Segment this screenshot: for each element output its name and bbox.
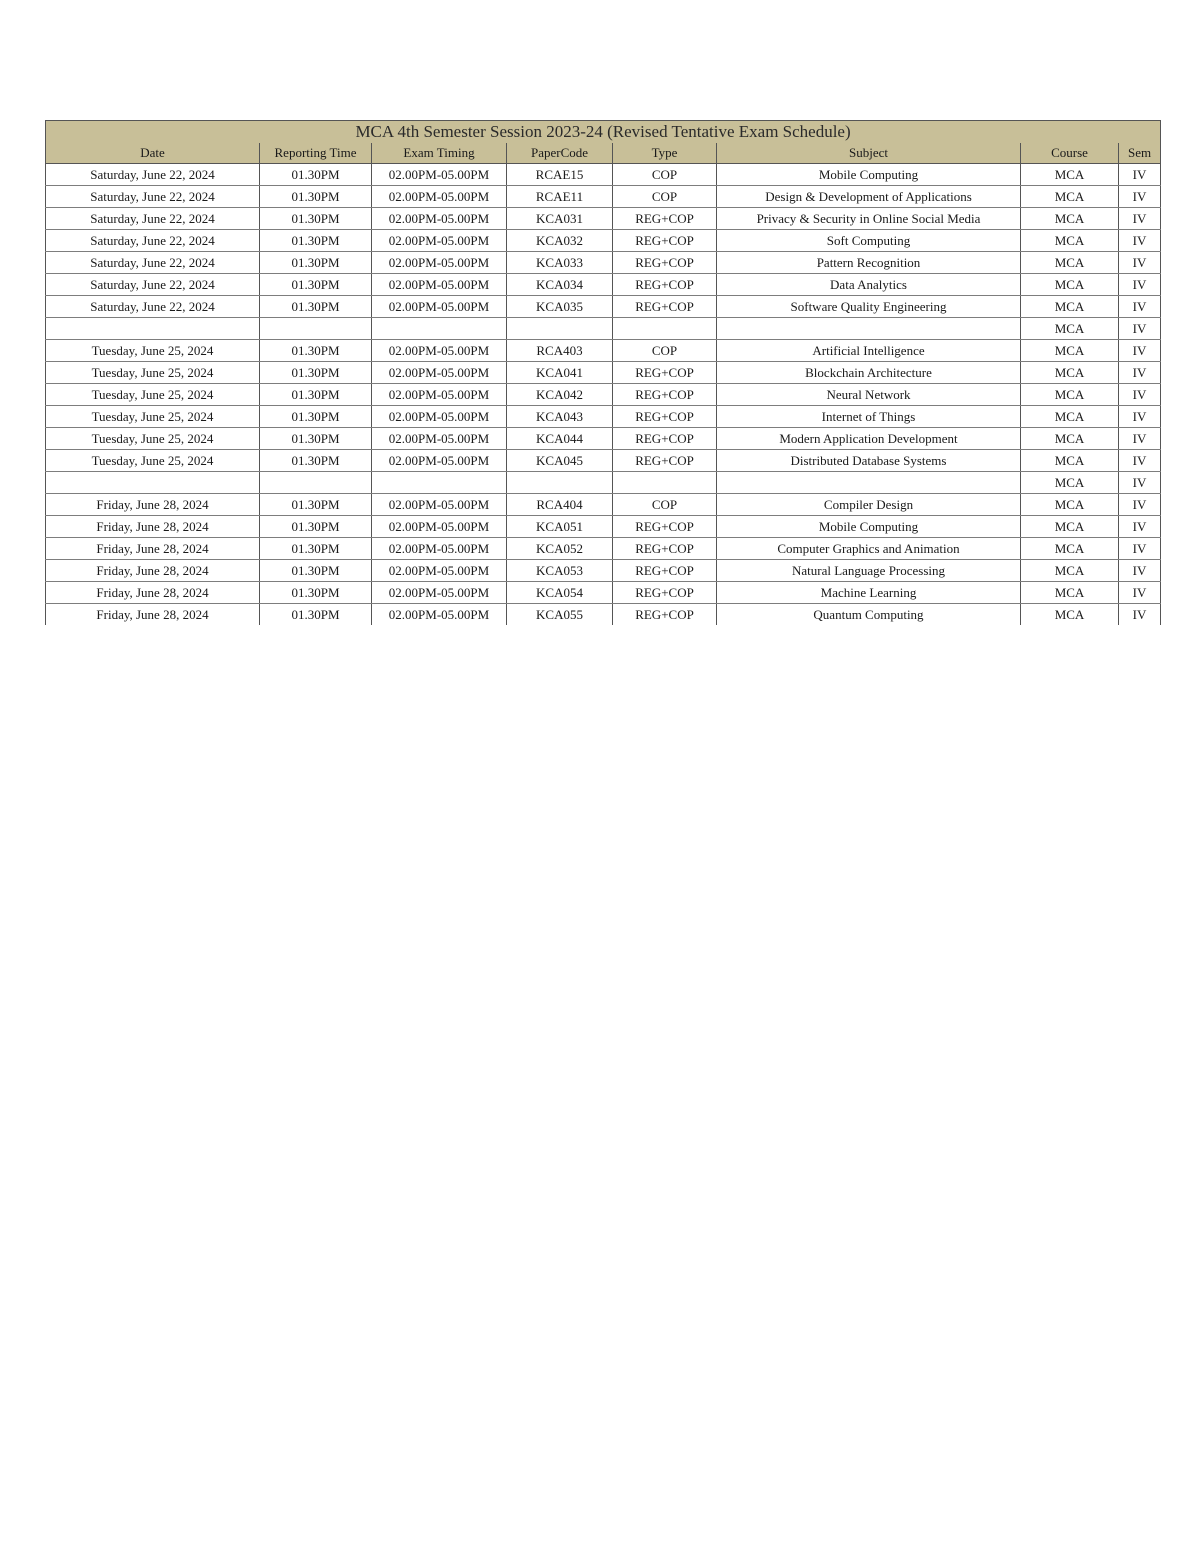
sem-cell: IV <box>1119 560 1161 582</box>
course-cell: MCA <box>1021 384 1119 406</box>
column-header-paper-code: PaperCode <box>507 143 613 164</box>
subject-cell: Quantum Computing <box>717 604 1021 626</box>
exam-timing-cell: 02.00PM-05.00PM <box>372 428 507 450</box>
date-cell: Tuesday, June 25, 2024 <box>46 384 260 406</box>
column-header-subject: Subject <box>717 143 1021 164</box>
type-cell: REG+COP <box>613 428 717 450</box>
subject-cell: Natural Language Processing <box>717 560 1021 582</box>
exam-timing-cell <box>372 318 507 340</box>
course-cell: MCA <box>1021 318 1119 340</box>
sem-cell: IV <box>1119 494 1161 516</box>
exam-timing-cell: 02.00PM-05.00PM <box>372 494 507 516</box>
subject-cell: Mobile Computing <box>717 164 1021 186</box>
paper-code-cell <box>507 472 613 494</box>
table-row <box>46 318 1161 340</box>
table-row <box>46 406 1161 428</box>
course-cell: MCA <box>1021 186 1119 208</box>
exam-timing-cell: 02.00PM-05.00PM <box>372 186 507 208</box>
course-cell: MCA <box>1021 450 1119 472</box>
type-cell: REG+COP <box>613 538 717 560</box>
subject-cell: Neural Network <box>717 384 1021 406</box>
course-cell: MCA <box>1021 164 1119 186</box>
paper-code-cell: KCA053 <box>507 560 613 582</box>
exam-timing-cell: 02.00PM-05.00PM <box>372 384 507 406</box>
date-cell: Friday, June 28, 2024 <box>46 516 260 538</box>
exam-timing-cell: 02.00PM-05.00PM <box>372 274 507 296</box>
reporting-time-cell: 01.30PM <box>260 186 372 208</box>
paper-code-cell: RCA404 <box>507 494 613 516</box>
reporting-time-cell: 01.30PM <box>260 516 372 538</box>
course-cell: MCA <box>1021 208 1119 230</box>
exam-timing-cell: 02.00PM-05.00PM <box>372 538 507 560</box>
exam-timing-cell: 02.00PM-05.00PM <box>372 406 507 428</box>
type-cell: REG+COP <box>613 582 717 604</box>
course-cell: MCA <box>1021 252 1119 274</box>
paper-code-cell: KCA055 <box>507 604 613 626</box>
course-cell: MCA <box>1021 428 1119 450</box>
paper-code-cell: RCAE11 <box>507 186 613 208</box>
sem-cell: IV <box>1119 604 1161 626</box>
paper-code-cell: KCA044 <box>507 428 613 450</box>
exam-timing-cell: 02.00PM-05.00PM <box>372 362 507 384</box>
subject-cell: Computer Graphics and Animation <box>717 538 1021 560</box>
table-row <box>46 538 1161 560</box>
sem-cell: IV <box>1119 164 1161 186</box>
exam-timing-cell: 02.00PM-05.00PM <box>372 516 507 538</box>
exam-timing-cell: 02.00PM-05.00PM <box>372 164 507 186</box>
table-row <box>46 340 1161 362</box>
schedule-body <box>46 164 1161 626</box>
paper-code-cell: KCA035 <box>507 296 613 318</box>
reporting-time-cell: 01.30PM <box>260 384 372 406</box>
type-cell: REG+COP <box>613 560 717 582</box>
sem-cell: IV <box>1119 230 1161 252</box>
sem-cell: IV <box>1119 384 1161 406</box>
course-cell: MCA <box>1021 538 1119 560</box>
sem-cell: IV <box>1119 472 1161 494</box>
paper-code-cell: KCA042 <box>507 384 613 406</box>
table-row <box>46 604 1161 626</box>
table-row <box>46 362 1161 384</box>
course-cell: MCA <box>1021 362 1119 384</box>
course-cell: MCA <box>1021 296 1119 318</box>
exam-timing-cell: 02.00PM-05.00PM <box>372 560 507 582</box>
sem-cell: IV <box>1119 318 1161 340</box>
date-cell: Friday, June 28, 2024 <box>46 560 260 582</box>
reporting-time-cell <box>260 318 372 340</box>
reporting-time-cell: 01.30PM <box>260 230 372 252</box>
column-header-course: Course <box>1021 143 1119 164</box>
sem-cell: IV <box>1119 428 1161 450</box>
paper-code-cell: KCA043 <box>507 406 613 428</box>
paper-code-cell: KCA041 <box>507 362 613 384</box>
course-cell: MCA <box>1021 406 1119 428</box>
date-cell: Saturday, June 22, 2024 <box>46 164 260 186</box>
date-cell: Tuesday, June 25, 2024 <box>46 340 260 362</box>
date-cell: Friday, June 28, 2024 <box>46 604 260 626</box>
type-cell: COP <box>613 340 717 362</box>
paper-code-cell: KCA045 <box>507 450 613 472</box>
type-cell: REG+COP <box>613 516 717 538</box>
sem-cell: IV <box>1119 582 1161 604</box>
subject-cell: Machine Learning <box>717 582 1021 604</box>
type-cell: REG+COP <box>613 208 717 230</box>
date-cell: Tuesday, June 25, 2024 <box>46 428 260 450</box>
reporting-time-cell: 01.30PM <box>260 450 372 472</box>
type-cell: REG+COP <box>613 604 717 626</box>
subject-cell: Distributed Database Systems <box>717 450 1021 472</box>
table-row <box>46 450 1161 472</box>
table-row <box>46 582 1161 604</box>
sem-cell: IV <box>1119 208 1161 230</box>
sem-cell: IV <box>1119 362 1161 384</box>
date-cell: Tuesday, June 25, 2024 <box>46 362 260 384</box>
reporting-time-cell: 01.30PM <box>260 538 372 560</box>
column-header-sem: Sem <box>1119 143 1161 164</box>
date-cell: Friday, June 28, 2024 <box>46 494 260 516</box>
reporting-time-cell: 01.30PM <box>260 164 372 186</box>
paper-code-cell: RCA403 <box>507 340 613 362</box>
paper-code-cell: KCA034 <box>507 274 613 296</box>
table-row <box>46 560 1161 582</box>
course-cell: MCA <box>1021 274 1119 296</box>
type-cell: COP <box>613 164 717 186</box>
paper-code-cell: KCA052 <box>507 538 613 560</box>
course-cell: MCA <box>1021 472 1119 494</box>
table-row <box>46 252 1161 274</box>
subject-cell: Software Quality Engineering <box>717 296 1021 318</box>
date-cell: Tuesday, June 25, 2024 <box>46 450 260 472</box>
paper-code-cell <box>507 318 613 340</box>
subject-cell: Modern Application Development <box>717 428 1021 450</box>
table-row <box>46 428 1161 450</box>
type-cell: COP <box>613 494 717 516</box>
exam-timing-cell: 02.00PM-05.00PM <box>372 296 507 318</box>
sem-cell: IV <box>1119 516 1161 538</box>
type-cell: REG+COP <box>613 406 717 428</box>
course-cell: MCA <box>1021 230 1119 252</box>
exam-timing-cell: 02.00PM-05.00PM <box>372 230 507 252</box>
type-cell: REG+COP <box>613 296 717 318</box>
paper-code-cell: KCA051 <box>507 516 613 538</box>
type-cell: REG+COP <box>613 384 717 406</box>
paper-code-cell: RCAE15 <box>507 164 613 186</box>
exam-timing-cell: 02.00PM-05.00PM <box>372 604 507 626</box>
type-cell <box>613 318 717 340</box>
sem-cell: IV <box>1119 274 1161 296</box>
subject-cell: Privacy & Security in Online Social Media <box>717 208 1021 230</box>
date-cell <box>46 318 260 340</box>
reporting-time-cell: 01.30PM <box>260 296 372 318</box>
date-cell: Saturday, June 22, 2024 <box>46 296 260 318</box>
exam-timing-cell <box>372 472 507 494</box>
date-cell: Saturday, June 22, 2024 <box>46 274 260 296</box>
date-cell <box>46 472 260 494</box>
date-cell: Saturday, June 22, 2024 <box>46 186 260 208</box>
sem-cell: IV <box>1119 340 1161 362</box>
table-row <box>46 186 1161 208</box>
subject-cell: Artificial Intelligence <box>717 340 1021 362</box>
course-cell: MCA <box>1021 582 1119 604</box>
table-row <box>46 472 1161 494</box>
paper-code-cell: KCA032 <box>507 230 613 252</box>
reporting-time-cell: 01.30PM <box>260 362 372 384</box>
sem-cell: IV <box>1119 296 1161 318</box>
table-row <box>46 384 1161 406</box>
sem-cell: IV <box>1119 538 1161 560</box>
reporting-time-cell: 01.30PM <box>260 494 372 516</box>
subject-cell: Soft Computing <box>717 230 1021 252</box>
reporting-time-cell <box>260 472 372 494</box>
exam-timing-cell: 02.00PM-05.00PM <box>372 340 507 362</box>
sem-cell: IV <box>1119 406 1161 428</box>
header-row <box>46 143 1161 164</box>
subject-cell: Compiler Design <box>717 494 1021 516</box>
course-cell: MCA <box>1021 560 1119 582</box>
course-cell: MCA <box>1021 494 1119 516</box>
table-row <box>46 296 1161 318</box>
reporting-time-cell: 01.30PM <box>260 604 372 626</box>
subject-cell: Blockchain Architecture <box>717 362 1021 384</box>
reporting-time-cell: 01.30PM <box>260 560 372 582</box>
sem-cell: IV <box>1119 252 1161 274</box>
date-cell: Saturday, June 22, 2024 <box>46 230 260 252</box>
reporting-time-cell: 01.30PM <box>260 252 372 274</box>
reporting-time-cell: 01.30PM <box>260 340 372 362</box>
table-row <box>46 274 1161 296</box>
sem-cell: IV <box>1119 186 1161 208</box>
column-header-type: Type <box>613 143 717 164</box>
exam-schedule-table <box>45 120 1161 625</box>
exam-timing-cell: 02.00PM-05.00PM <box>372 208 507 230</box>
subject-cell: Internet of Things <box>717 406 1021 428</box>
table-row <box>46 208 1161 230</box>
type-cell: REG+COP <box>613 252 717 274</box>
subject-cell: Mobile Computing <box>717 516 1021 538</box>
exam-timing-cell: 02.00PM-05.00PM <box>372 450 507 472</box>
table-row <box>46 494 1161 516</box>
paper-code-cell: KCA054 <box>507 582 613 604</box>
type-cell: REG+COP <box>613 230 717 252</box>
subject-cell: Data Analytics <box>717 274 1021 296</box>
table-row <box>46 516 1161 538</box>
reporting-time-cell: 01.30PM <box>260 406 372 428</box>
course-cell: MCA <box>1021 516 1119 538</box>
reporting-time-cell: 01.30PM <box>260 428 372 450</box>
course-cell: MCA <box>1021 604 1119 626</box>
date-cell: Saturday, June 22, 2024 <box>46 252 260 274</box>
subject-cell <box>717 472 1021 494</box>
column-header-reporting-time: Reporting Time <box>260 143 372 164</box>
reporting-time-cell: 01.30PM <box>260 582 372 604</box>
paper-code-cell: KCA033 <box>507 252 613 274</box>
type-cell: REG+COP <box>613 362 717 384</box>
reporting-time-cell: 01.30PM <box>260 208 372 230</box>
date-cell: Tuesday, June 25, 2024 <box>46 406 260 428</box>
column-header-date: Date <box>46 143 260 164</box>
table-row <box>46 230 1161 252</box>
sem-cell: IV <box>1119 450 1161 472</box>
date-cell: Friday, June 28, 2024 <box>46 538 260 560</box>
paper-code-cell: KCA031 <box>507 208 613 230</box>
exam-timing-cell: 02.00PM-05.00PM <box>372 582 507 604</box>
column-header-exam-timing: Exam Timing <box>372 143 507 164</box>
type-cell: REG+COP <box>613 274 717 296</box>
type-cell: COP <box>613 186 717 208</box>
subject-cell: Pattern Recognition <box>717 252 1021 274</box>
date-cell: Friday, June 28, 2024 <box>46 582 260 604</box>
date-cell: Saturday, June 22, 2024 <box>46 208 260 230</box>
exam-timing-cell: 02.00PM-05.00PM <box>372 252 507 274</box>
title-row <box>46 121 1161 144</box>
type-cell <box>613 472 717 494</box>
reporting-time-cell: 01.30PM <box>260 274 372 296</box>
subject-cell <box>717 318 1021 340</box>
table-row <box>46 164 1161 186</box>
subject-cell: Design & Development of Applications <box>717 186 1021 208</box>
course-cell: MCA <box>1021 340 1119 362</box>
type-cell: REG+COP <box>613 450 717 472</box>
schedule-title: MCA 4th Semester Session 2023-24 (Revised Tentative Exam Schedule) <box>46 121 1161 144</box>
